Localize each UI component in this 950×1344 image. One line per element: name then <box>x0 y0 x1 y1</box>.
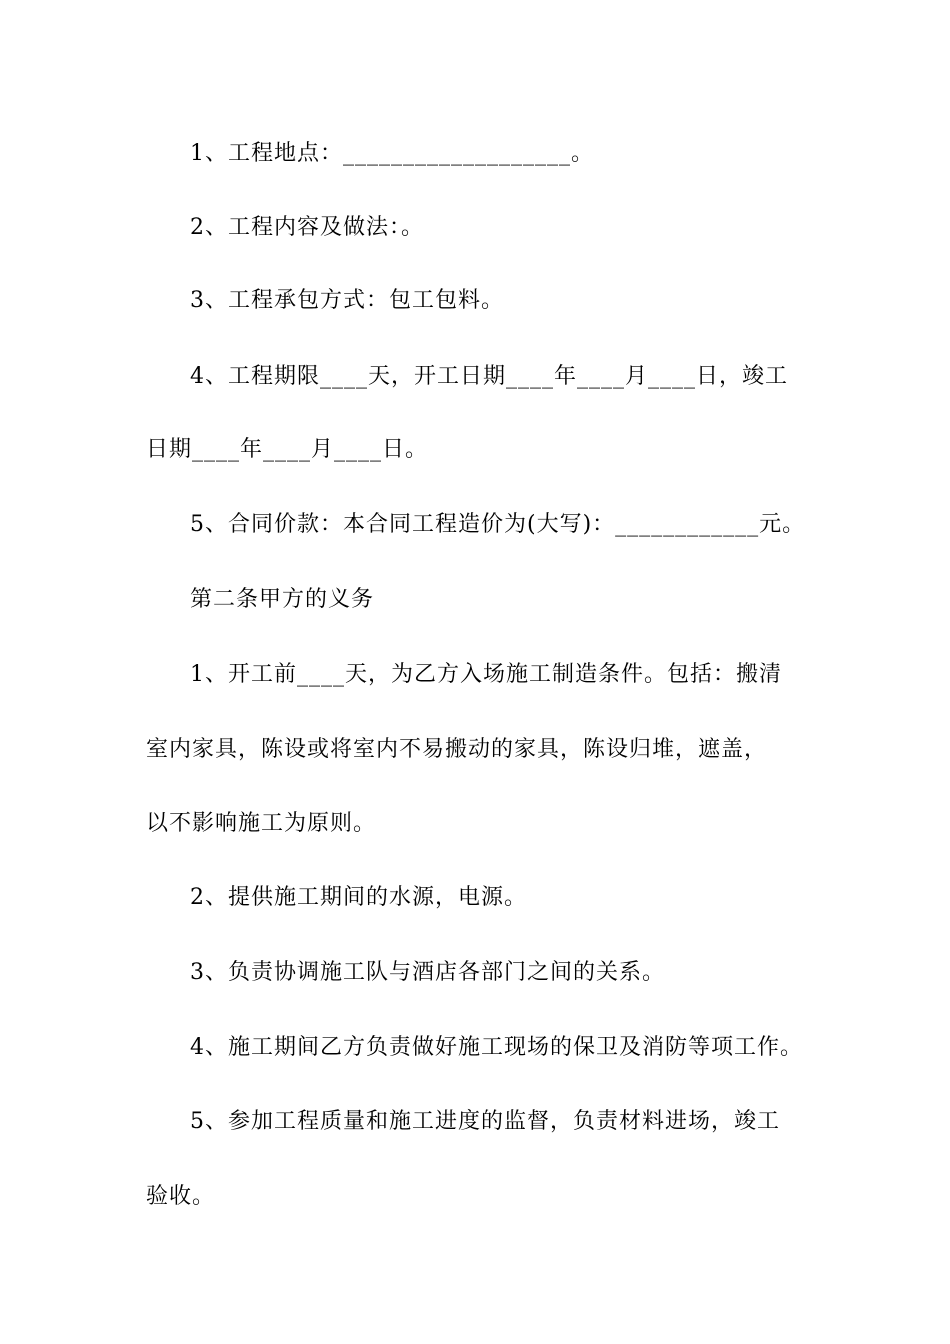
clause-project-location: 1、工程地点：___________________。 <box>190 141 594 166</box>
obligation-2: 2、提供施工期间的水源，电源。 <box>190 885 527 910</box>
clause-contract-method: 3、工程承包方式：包工包料。 <box>190 288 504 313</box>
obligation-1-continued: 室内家具，陈设或将室内不易搬动的家具，陈设归堆，遮盖， <box>146 737 768 762</box>
obligation-3: 3、负责协调施工队与酒店各部门之间的关系。 <box>190 960 665 985</box>
clause-contract-price: 5、合同价款：本合同工程造价为(大写)：____________元。 <box>190 512 806 537</box>
clause-project-content: 2、工程内容及做法：。 <box>190 215 424 240</box>
clause-project-period: 4、工程期限____天，开工日期____年____月____日，竣工 <box>190 364 788 389</box>
obligation-5: 5、参加工程质量和施工进度的监督，负责材料进场，竣工 <box>190 1109 780 1134</box>
clause-project-period-continued: 日期____年____月____日。 <box>146 437 429 462</box>
obligation-5-continued: 验收。 <box>146 1184 216 1209</box>
obligation-4: 4、施工期间乙方负责做好施工现场的保卫及消防等项工作。 <box>190 1035 803 1060</box>
obligation-1-end: 以不影响施工为原则。 <box>146 811 377 836</box>
obligation-1: 1、开工前____天，为乙方入场施工制造条件。包括：搬清 <box>190 662 782 687</box>
section-heading-party-a-obligations: 第二条甲方的义务 <box>190 587 375 612</box>
